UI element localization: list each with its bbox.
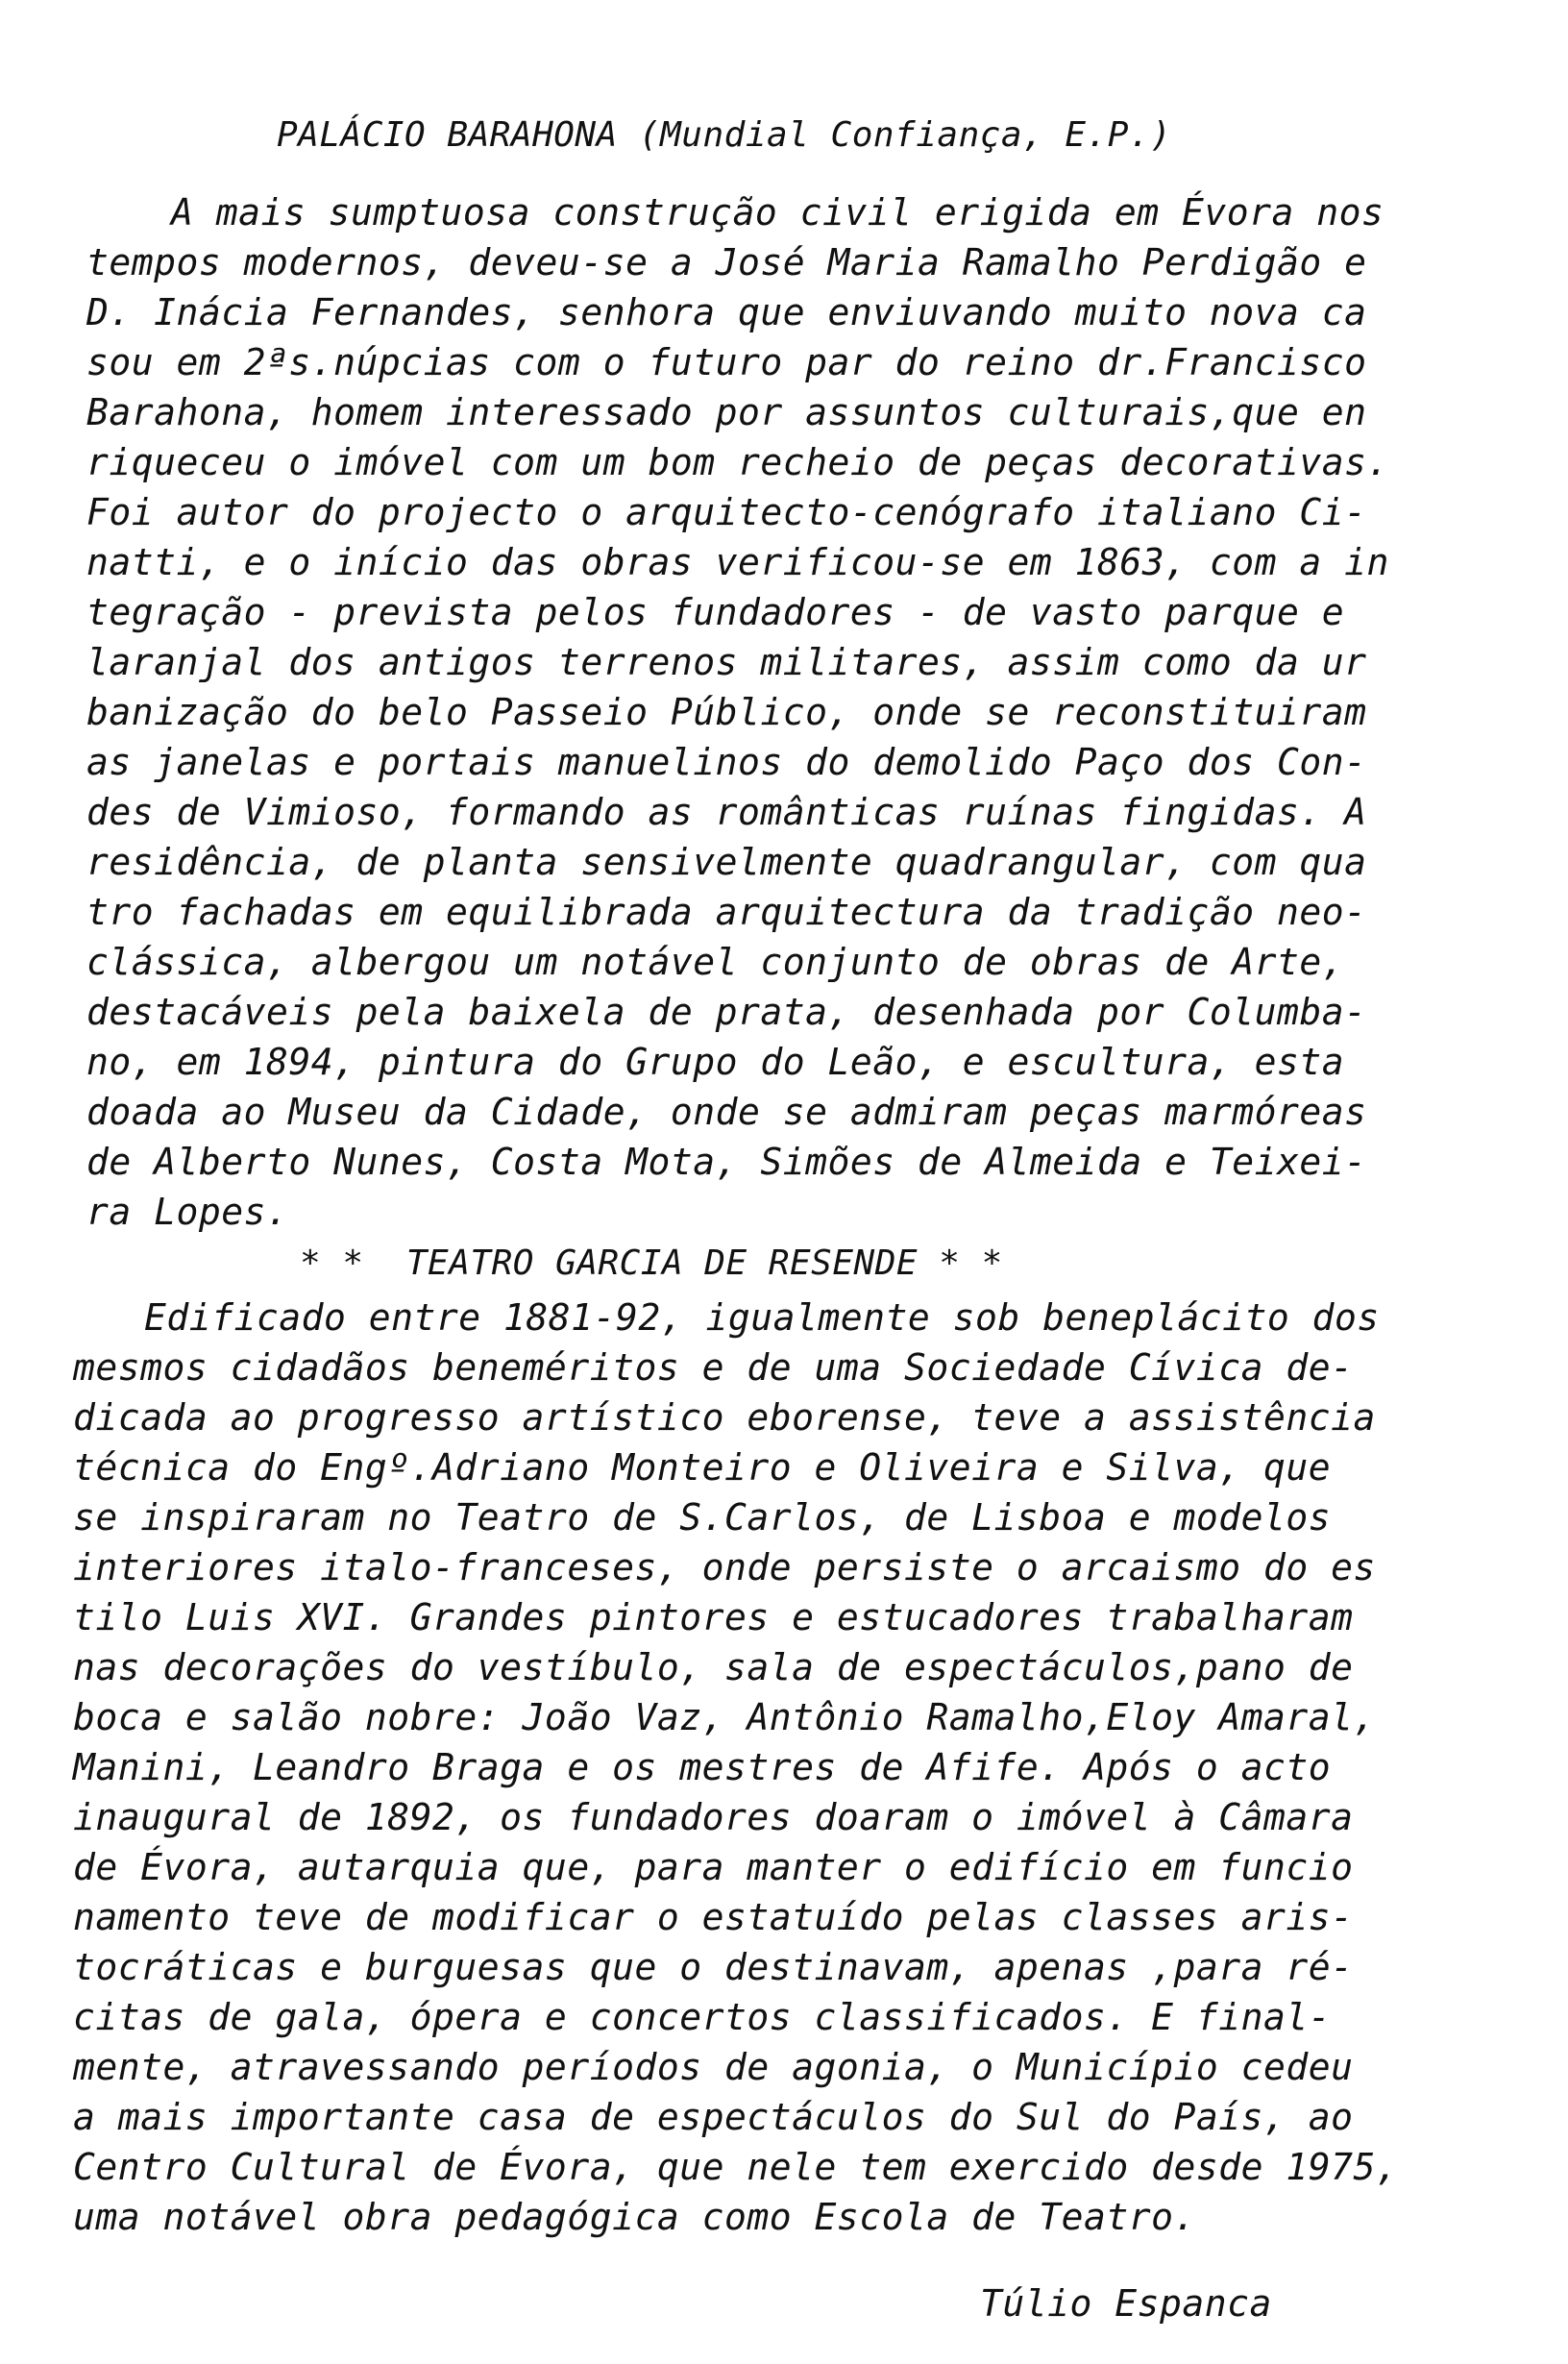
text-line: ra Lopes. [86,1191,289,1233]
text-line: des de Vimioso, formando as românticas ruínas fingidas. A [86,791,1367,833]
text-line: interiores italo-franceses, onde persiste o arcaismo do es [73,1546,1376,1588]
text-line: laranjal dos antigos terrenos militares, assim como da ur [86,641,1367,683]
text-line: técnica do Engº.Adriano Monteiro e Oliveira e Silva, que [73,1446,1332,1489]
text-line: clássica, albergou um notável conjunto de obras de Arte, [86,941,1345,983]
text-line: A mais sumptuosa construção civil erigida em Évora nos [171,191,1384,234]
text-line: tocráticas e burguesas que o destinavam, apenas ,para ré- [73,1946,1354,1988]
text-line: no, em 1894, pintura do Grupo do Leão, e escultura, esta [86,1041,1345,1083]
text-line: doada ao Museu da Cidade, onde se admiram peças marmóreas [86,1091,1367,1133]
text-line: tilo Luis XVI. Grandes pintores e estucadores trabalharam [73,1596,1354,1638]
text-line: Foi autor do projecto o arquitecto-cenógrafo italiano Ci- [86,491,1367,533]
text-line: Edificado entre 1881-92, igualmente sob beneplácito dos [144,1296,1380,1339]
text-line: de Évora, autarquia que, para manter o edifício em funcio [73,1846,1354,1888]
text-line: destacáveis pela baixela de prata, desenhada por Columba- [86,991,1367,1033]
text-line: tro fachadas em equilibrada arquitectura da tradição neo- [86,891,1367,933]
text-line: Centro Cultural de Évora, que nele tem exercido desde 1975, [73,2146,1399,2188]
text-line: uma notável obra pedagógica como Escola de Teatro. [73,2196,1196,2238]
text-line: as janelas e portais manuelinos do demolido Paço dos Con- [86,741,1367,783]
text-line: a mais importante casa de espectáculos do Sul do País, ao [73,2096,1354,2138]
text-line: mente, atravessando períodos de agonia, o Município cedeu [73,2046,1354,2088]
text-line: boca e salão nobre: João Vaz, Antônio Ramalho,Eloy Amaral, [73,1696,1376,1738]
text-line: mesmos cidadãos beneméritos e de uma Sociedade Cívica de- [73,1346,1354,1389]
text-line: citas de gala, ópera e concertos classificados. E final- [73,1996,1332,2038]
text-line: de Alberto Nunes, Costa Mota, Simões de Almeida e Teixei- [86,1141,1367,1183]
text-line: nas decorações do vestíbulo, sala de espectáculos,pano de [73,1646,1354,1688]
heading-teatro-garcia-de-resende: * * TEATRO GARCIA DE RESENDE * * [300,1244,1003,1283]
text-line: inaugural de 1892, os fundadores doaram o imóvel à Câmara [73,1796,1354,1838]
text-line: namento teve de modificar o estatuído pelas classes aris- [73,1896,1354,1938]
text-line: sou em 2ªs.núpcias com o futuro par do reino dr.Francisco [86,341,1367,383]
text-line: se inspiraram no Teatro de S.Carlos, de Lisboa e modelos [73,1496,1332,1539]
text-line: D. Inácia Fernandes, senhora que enviuvando muito nova ca [86,291,1367,333]
heading-palacio-barahona: PALÁCIO BARAHONA (Mundial Confiança, E.P.) [277,115,1172,155]
text-line: natti, e o início das obras verificou-se em 1863, com a in [86,541,1389,583]
text-line: dicada ao progresso artístico eborense, teve a assistência [73,1396,1376,1439]
text-line: banização do belo Passeio Público, onde se reconstituiram [86,691,1367,733]
text-line: tempos modernos, deveu-se a José Maria Ramalho Perdigão e [86,241,1367,283]
author-signature: Túlio Espanca [980,2282,1272,2325]
text-line: Manini, Leandro Braga e os mestres de Afife. Após o acto [73,1746,1332,1788]
text-line: riqueceu o imóvel com um bom recheio de peças decorativas. [86,441,1389,483]
text-line: tegração - prevista pelos fundadores - de vasto parque e [86,591,1345,633]
text-line: Barahona, homem interessado por assuntos culturais,que en [86,391,1367,433]
text-line: residência, de planta sensivelmente quadrangular, com qua [86,841,1367,883]
